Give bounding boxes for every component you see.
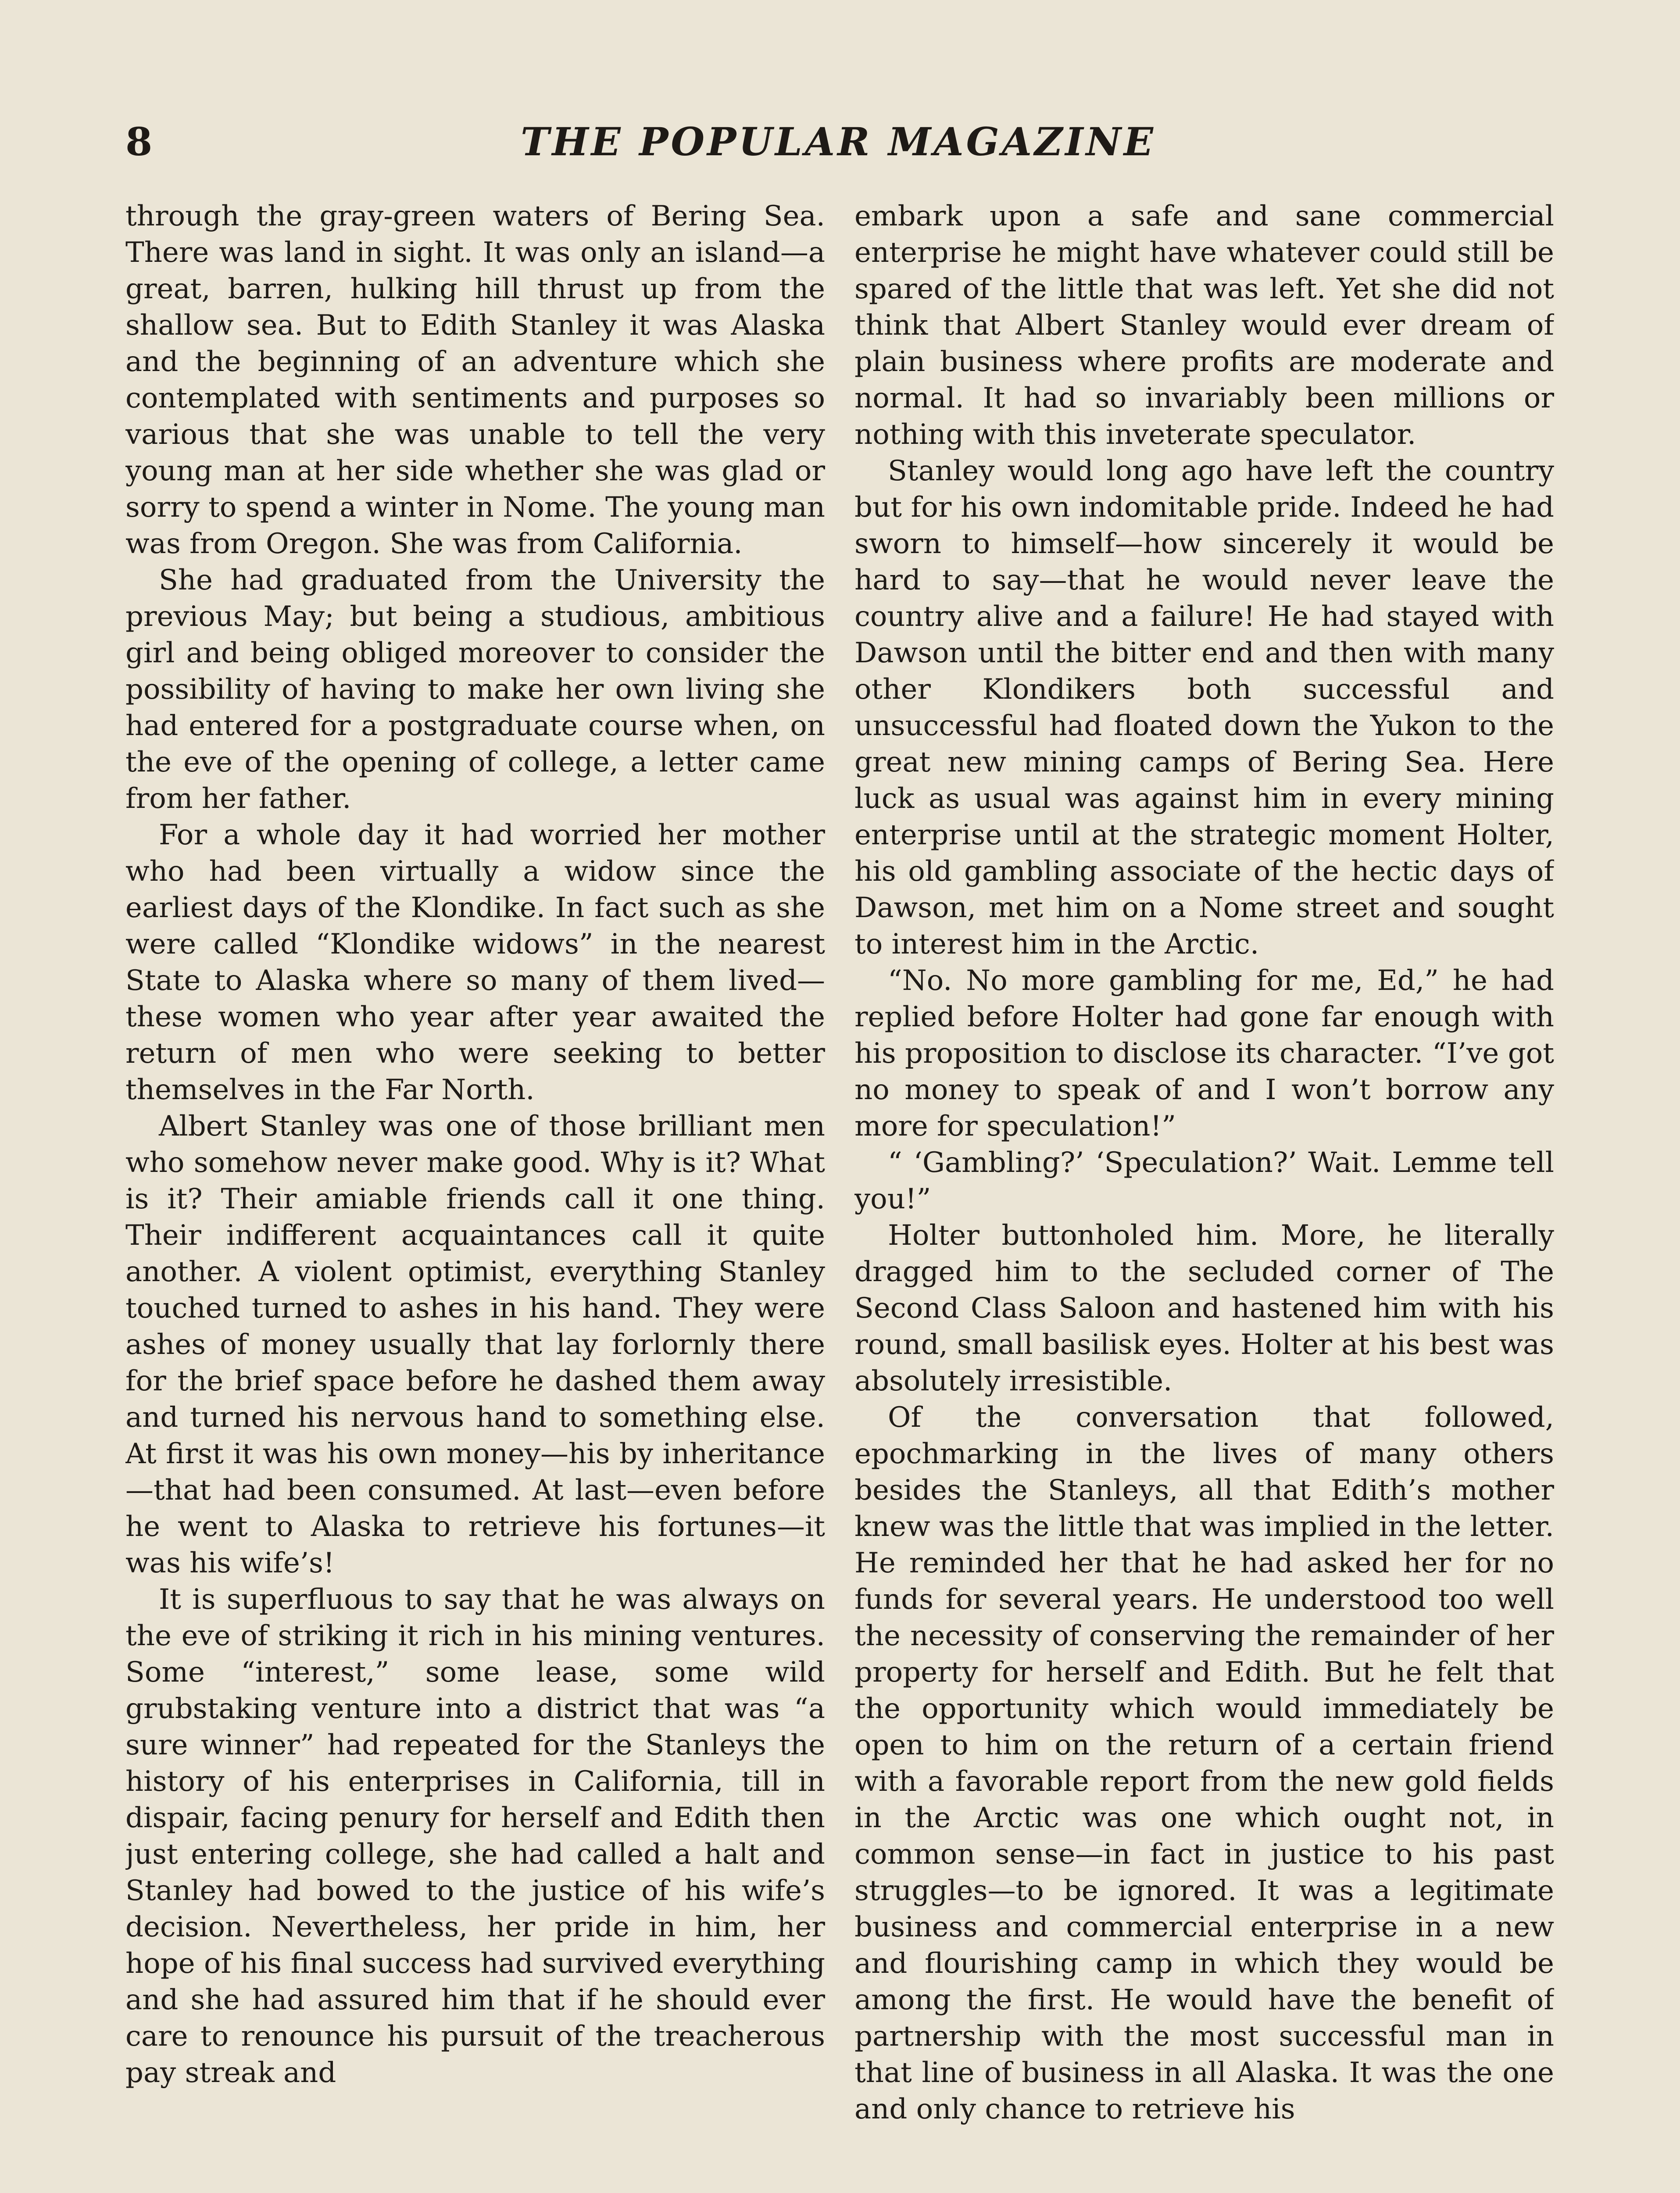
paragraph: “No. No more gambling for me, Ed,” he had replied before Holter had gone far enough with his proposition to disclose its character. “I’ve got no money to speak of and I won’t borrow any more for speculation!” — [854, 964, 1554, 1143]
paragraph: embark upon a safe and sane commercial enterprise he might have whatever could still be spared of the little that was left. Yet she did not think that Albert Stanley would ever dream of plain business where profits are moderate and normal. It had so invariably been millions or nothing with this inveterate speculator. — [854, 200, 1554, 451]
paragraph: It is superfluous to say that he was always on the eve of striking it rich in his mining ventures. Some “interest,” some lease, some wild grubstaking venture into a district that was “a sure winner” had repeated for the Stanleys the history of his enterprises in California, till in dispair, facing penury for herself and Edith then just entering college, she had called a halt and Stanley had bowed to the justice of his wife’s decision. Nevertheless, her pride in him, her hope of his final success had survived everything and she had assured him that if he should ever care to renounce his pursuit of the treacherous pay streak and — [125, 1583, 825, 2089]
paragraph: For a whole day it had worried her mother who had been virtually a widow since the earliest days of the Klondike. In fact such as she were called “Klondike widows” in the nearest State to Alaska where so many of them lived—these women who year after year awaited the return of men who were seeking to better themselves in the Far North. — [125, 819, 825, 1106]
paragraph: through the gray-green waters of Bering Sea. There was land in sight. It was only an island—a great, barren, hulking hill thrust up from the shallow sea. But to Edith Stanley it was Alaska and the beginning of an adventure which she contemplated with sentiments and purposes so various that she was unable to tell the very young man at her side whether she was glad or sorry to spend a winter in Nome. The young man was from Oregon. She was from California. — [125, 200, 825, 560]
paragraph: “ ‘Gambling?’ ‘Speculation?’ Wait. Lemme tell you!” — [854, 1147, 1554, 1215]
paragraph: She had graduated from the University the previous May; but being a studious, ambitious girl and being obliged moreover to consider the possibility of having to make her own living she had entered for a postgraduate course when, on the eve of the opening of college, a letter came from her father. — [125, 564, 825, 815]
right-column — [854, 198, 1554, 2193]
paragraph: Stanley would long ago have left the country but for his own indomitable pride. Indeed he had sworn to himself—how sincerely it would be hard to say—that he would never leave the country alive and a failure! He had stayed with Dawson until the bitter end and then with many other Klondikers both successful and unsuccessful had floated down the Yukon to the great new mining camps of Bering Sea. Here luck as usual was against him in every mining enterprise until at the strategic moment Holter, his old gambling associate of the hectic days of Dawson, met him on a Nome street and sought to interest him in the Arctic. — [854, 455, 1554, 961]
paragraph: Albert Stanley was one of those brilliant men who somehow never make good. Why is it? What is it? Their amiable friends call it one thing. Their indifferent acquaintances call it quite another. A violent optimist, everything Stanley touched turned to ashes in his hand. They were ashes of money usually that lay forlornly there for the brief space before he dashed them away and turned his nervous hand to something else. At first it was his own money—his by inheritance—that had been consumed. At last—even before he went to Alaska to retrieve his fortunes—it was his wife’s! — [125, 1110, 825, 1579]
left-column — [125, 198, 825, 2193]
paragraph: Of the conversation that followed, epochmarking in the lives of many others besides the Stanleys, all that Edith’s mother knew was the little that was implied in the letter. He reminded her that he had asked her for no funds for several years. He understood too well the necessity of conserving the remainder of her property for herself and Edith. But he felt that the opportunity which would immediately be open to him on the return of a certain friend with a favorable report from the new gold fields in the Arctic was one which ought not, in common sense—in fact in justice to his past struggles—to be ignored. It was a legitimate business and commercial enterprise in a new and flourishing camp in which they would be among the first. He would have the benefit of partnership with the most successful man in that line of business in all Alaska. It was the one and only chance to retrieve his — [854, 1401, 1554, 2125]
paragraph: Holter buttonholed him. More, he literally dragged him to the secluded corner of The Second Class Saloon and hastened him with his round, small basilisk eyes. Holter at his best was absolutely irresistible. — [854, 1219, 1554, 1397]
page-header — [125, 109, 1551, 175]
running-head-title: THE POPULAR MAGAZINE — [520, 119, 1156, 164]
page-number: 8 — [125, 119, 153, 164]
